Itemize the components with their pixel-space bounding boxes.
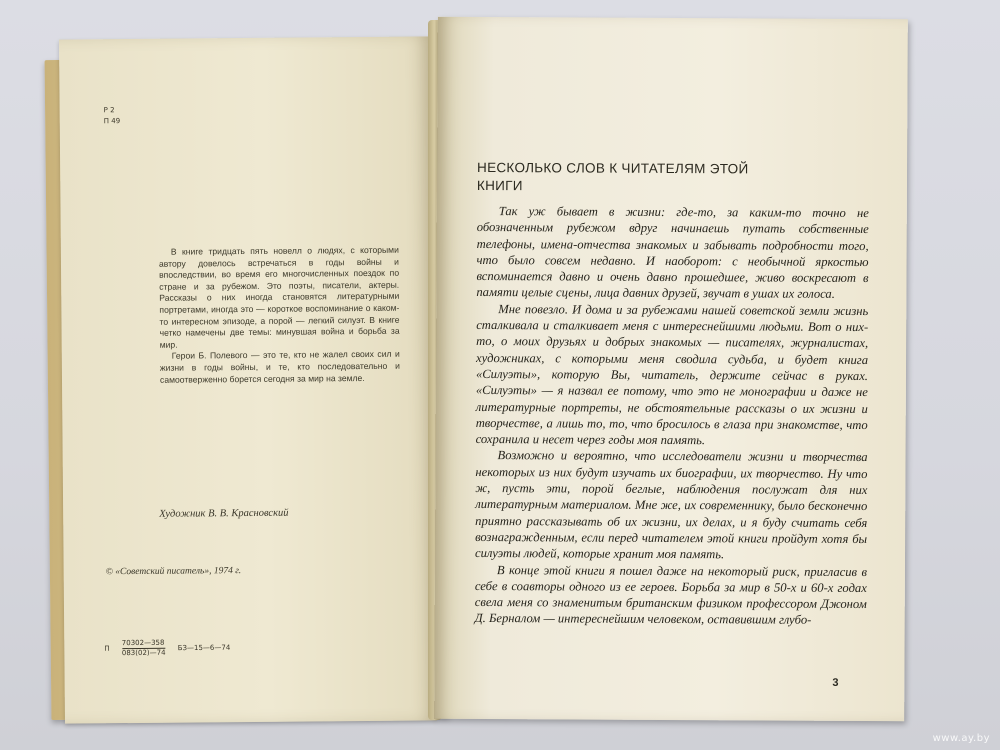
page-number: 3: [832, 676, 839, 689]
pub-series: БЗ—15—6—74: [177, 643, 231, 653]
pub-fraction: [122, 639, 166, 658]
watermark: www.ay.by: [932, 733, 990, 744]
chapter-title-line: КНИГИ: [476, 177, 523, 194]
illustrator-credit: Художник В. В. Красновский: [159, 507, 289, 520]
body-paragraph: Мне повезло. И дома и за рубежами нашей советской земли жизнь сталкивала и сталкивает меня с интереснейшими людьми. Вот о них-то, о моих друзьях и добрых знакомых — писателях, журналистах, художниках, с которыми меня сводила судьба, и будет книга «Силуэты», которую Вы, читатель, держите сейчас в руках. «Силуэты» — я назвал ее потому, что это не монографии и даже не литературные портреты, не обстоятельные рассказы о их жизни и творчестве, а лишь то, то, что бросилось в глаза при знакомстве, что сохранила и несет через годы моя память.: [475, 301, 869, 448]
body-paragraph: Возможно и вероятно, что исследователи жизни и творчества некоторых из них будут изучать их биографии, их творчество. Ну что ж, пусть эти, порой беглые, наблюдения послужат для них литературным материалом. Мне же, их современнику, было бесконечно приятно рассказывать об их жизни, их делах, и я буду считать себя вознагражденным, если перед читателем этой книги пройдут хотя бы силуэты людей, которые хранит моя память.: [474, 448, 868, 562]
body-paragraph: Так уж бывает в жизни: где-то, за каким-то точно не обозначенным рубежом вдруг начинаешь путать собственные телефоны, имена-отчества знакомых и забывать подробности того, что было совсем недавно. И наоборот: с необычной яркостью вспоминается давно и очень давно прошедшее, живо воскресают в памяти целые сцены, лица давних друзей, звучат в ушах их голоса.: [476, 204, 869, 302]
chapter-title-line: НЕСКОЛЬКО СЛОВ К ЧИТАТЕЛЯМ ЭТОЙ: [477, 159, 749, 177]
body-paragraph: В конце этой книги я пошел даже на некоторый риск, пригласив в себе в соавторы одного из ее героев. Борьба за мир в 50-х и 60-х годах свела меня со знаменитым британским физиком профессором Джоном Д. Берналом — интереснейшим человеком, оставившим глубо-: [474, 562, 867, 628]
annotation-paragraph: Герои Б. Полевого — это те, кто не жалел своих сил и жизни в годы войны, и те, кто последовательно и самоотверженно борется сегодня за мир на земле.: [159, 349, 400, 385]
catalog-code-2: П 49: [103, 117, 121, 126]
copyright-line: © «Советский писатель», 1974 г.: [105, 566, 242, 578]
left-page: [59, 36, 437, 723]
pub-letter: П: [104, 644, 110, 653]
chapter-title: [477, 159, 867, 197]
catalog-code-1: Р 2: [103, 106, 115, 115]
pub-denominator: 083(02)—74: [121, 648, 166, 658]
book-annotation: [159, 245, 400, 386]
pub-numerator: 70302—358: [121, 638, 165, 648]
publication-codes: [104, 638, 230, 658]
annotation-paragraph: В книге тридцать пять новелл о людях, с которыми автору довелось встречаться в годы войны и впоследствии, во время его многочисленных поездок по стране и за рубежом. Это поэты, писатели, актеры. Рассказы о них иногда становятся литературными портретами, иногда это — короткое воспоминание о каком-то интересном эпизоде, а порой — легкий силуэт. В книге четко намечены две темы: минувшая война и борьба за мир.: [158, 244, 400, 350]
right-page: [434, 17, 908, 721]
chapter-body: [475, 203, 869, 629]
